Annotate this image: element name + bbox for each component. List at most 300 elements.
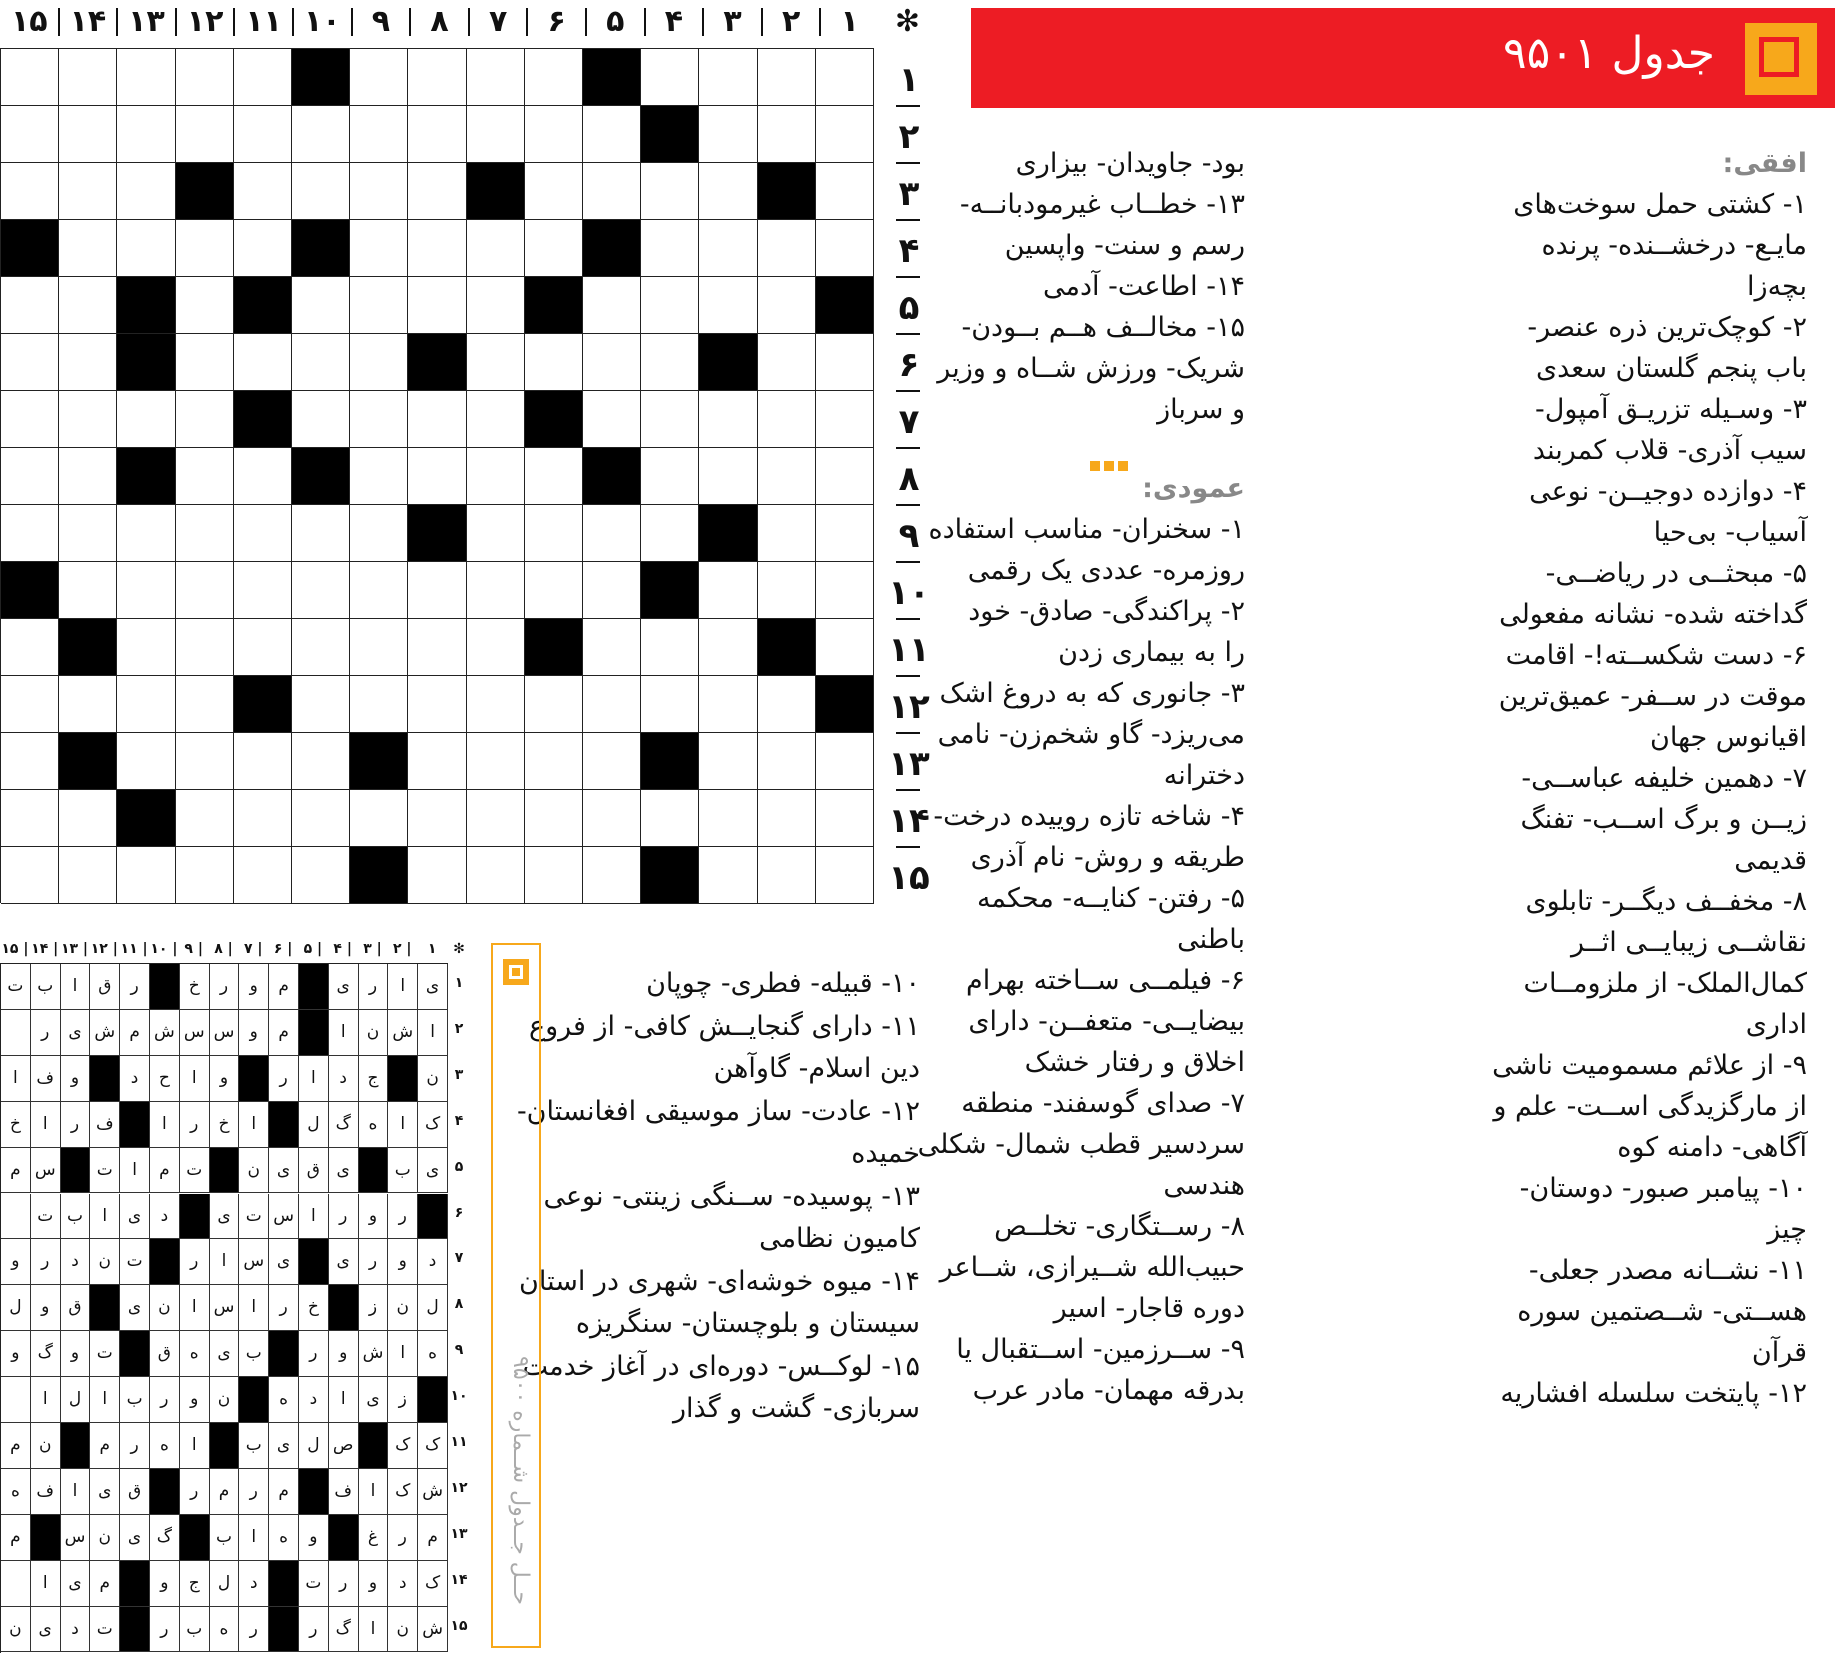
solution-cell: ر: [150, 1607, 180, 1653]
solution-cell: د: [299, 1377, 329, 1423]
black-cell: [525, 277, 583, 334]
black-cell: [408, 505, 466, 562]
clue-line: ۱۱- نشــانه مصدر جعلی-: [1528, 1255, 1807, 1286]
black-cell: [641, 106, 699, 163]
grid-cell: [234, 106, 292, 163]
solution-cell: س: [210, 1010, 240, 1056]
solution-black-cell: [269, 1561, 299, 1607]
solution-black-cell: [359, 1148, 389, 1194]
grid-cell: [234, 448, 292, 505]
solution-cell: ب: [180, 1607, 210, 1653]
grid-cell: [699, 391, 757, 448]
grid-cell: [699, 220, 757, 277]
solution-column-number: ۴ |: [333, 941, 352, 957]
black-cell: [117, 277, 175, 334]
solution-black-cell: [210, 1423, 240, 1469]
clue-line: حبیب‌الله شــیرازی، شــاعر: [939, 1252, 1245, 1283]
solution-row-number: ۳: [454, 1066, 464, 1083]
solution-cell: ن: [388, 1607, 418, 1653]
solution-cell: ل: [418, 1285, 448, 1331]
grid-cell: [525, 505, 583, 562]
grid-cell: [758, 676, 816, 733]
solution-black-cell: [120, 1102, 150, 1148]
solution-cell: ل: [61, 1377, 91, 1423]
solution-column-number: ۷ |: [244, 941, 263, 957]
clue-line: سربازی- گشت و گذار: [673, 1393, 920, 1424]
solution-cell: ه: [418, 1331, 448, 1377]
clue-line: ۸- مخفــف دیگــر- تابلوی: [1525, 886, 1807, 917]
grid-cell: [641, 277, 699, 334]
clue-line: ۹- از علائم مسمومیت ناشی: [1492, 1050, 1807, 1081]
grid-cell: [117, 847, 175, 904]
solution-cell: ه: [180, 1331, 210, 1377]
grid-cell: [408, 49, 466, 106]
solution-column-number: ۱۰ |: [150, 941, 178, 957]
solution-cell: م: [1, 1515, 31, 1561]
grid-cell: [467, 106, 525, 163]
solution-black-cell: [180, 1194, 210, 1240]
row-number: ۱۳: [888, 744, 930, 784]
row-number: ۶: [898, 345, 920, 385]
solution-cell: ش: [359, 1331, 389, 1377]
clue-line: ۱۴- اطاعت- آدمی: [1043, 271, 1245, 302]
row-separator: [896, 276, 920, 278]
grid-cell: [467, 220, 525, 277]
solution-cell: [1, 1010, 31, 1056]
solution-cell: ا: [418, 1010, 448, 1056]
solution-cell: ی: [120, 1285, 150, 1331]
solution-cell: ی: [329, 964, 359, 1010]
grid-cell: [641, 49, 699, 106]
solution-cell: ر: [120, 964, 150, 1010]
grid-cell: [350, 391, 408, 448]
clue-line: ۵- مبحثــی در ریاضــی-: [1545, 558, 1807, 589]
solution-cell: ا: [90, 1194, 120, 1240]
grid-cell: [234, 562, 292, 619]
solution-row-number: ۹: [454, 1342, 464, 1359]
grid-cell: [292, 676, 350, 733]
solution-cell: ه: [150, 1423, 180, 1469]
grid-cell: [758, 847, 816, 904]
clue-line: ۱۱- دارای گنجایــش کافی- از فروع: [528, 1010, 920, 1042]
black-cell: [699, 334, 757, 391]
grid-cell: [1, 49, 59, 106]
solution-cell: س: [210, 1285, 240, 1331]
solution-cell: ه: [269, 1377, 299, 1423]
grid-cell: [641, 448, 699, 505]
grid-cell: [234, 163, 292, 220]
row-number: ۷: [898, 402, 920, 442]
solution-cell: د: [61, 1239, 91, 1285]
grid-cell: [816, 619, 874, 676]
grid-cell: [176, 562, 234, 619]
grid-cell: [117, 733, 175, 790]
grid-cell: [467, 505, 525, 562]
solution-cell: ب: [31, 964, 61, 1010]
grid-cell: [234, 49, 292, 106]
grid-cell: [408, 163, 466, 220]
grid-cell: [408, 847, 466, 904]
solution-black-cell: [329, 1285, 359, 1331]
solution-cell: د: [388, 1561, 418, 1607]
column-number: ۲: [781, 4, 801, 39]
black-cell: [467, 163, 525, 220]
separator-dots: [1090, 456, 1132, 475]
solution-cell: ا: [90, 1377, 120, 1423]
solution-row-number: ۱: [454, 975, 464, 991]
solution-cell: گ: [329, 1102, 359, 1148]
solution-cell: ب: [210, 1515, 240, 1561]
solution-cell: ت: [90, 1148, 120, 1194]
solution-cell: ا: [31, 1102, 61, 1148]
grid-cell: [525, 448, 583, 505]
solution-cell: ق: [150, 1331, 180, 1377]
grid-cell: [641, 334, 699, 391]
solution-cell: ر: [359, 1239, 389, 1285]
solution-cell: گ: [31, 1331, 61, 1377]
across-clues-col1: [1267, 143, 1807, 1414]
grid-cell: [467, 619, 525, 676]
grid-cell: [758, 448, 816, 505]
solution-black-cell: [329, 1515, 359, 1561]
grid-cell: [176, 220, 234, 277]
grid-cell: [816, 505, 874, 562]
grid-cell: [350, 163, 408, 220]
solution-cell: ن: [150, 1285, 180, 1331]
solution-cell: [1, 1561, 31, 1607]
grid-cell: [1, 391, 59, 448]
solution-cell: ی: [329, 1239, 359, 1285]
black-cell: [816, 676, 874, 733]
solution-black-cell: [239, 1056, 269, 1102]
grid-cell: [176, 106, 234, 163]
solution-black-cell: [359, 1423, 389, 1469]
solution-cell: ک: [418, 1561, 448, 1607]
grid-cell: [816, 562, 874, 619]
grid-cell: [1, 619, 59, 676]
grid-cell: [1, 277, 59, 334]
black-cell: [176, 163, 234, 220]
row-number: ۱۰: [888, 573, 930, 613]
row-number: ۴: [898, 231, 920, 271]
solution-black-cell: [269, 1331, 299, 1377]
solution-cell: م: [1, 1423, 31, 1469]
solution-black-cell: [61, 1423, 91, 1469]
solution-cell: ل: [1, 1285, 31, 1331]
solution-cell: و: [61, 1331, 91, 1377]
solution-cell: و: [359, 1561, 389, 1607]
grid-cell: [59, 676, 117, 733]
grid-cell: [816, 106, 874, 163]
black-cell: [641, 733, 699, 790]
solution-column-number: ۳ |: [363, 941, 382, 957]
grid-cell: [525, 847, 583, 904]
grid-cell: [699, 163, 757, 220]
grid-cell: [59, 847, 117, 904]
grid-cell: [699, 448, 757, 505]
grid-cell: [525, 676, 583, 733]
clue-line: ۱۲- عادت- ساز موسیقی افغانستان-: [516, 1095, 920, 1127]
black-cell: [350, 733, 408, 790]
solution-cell: ه: [1, 1469, 31, 1515]
clue-line: ۲- کوچک‌ترین ذره عنصر-: [1527, 312, 1807, 343]
grid-cell: [525, 220, 583, 277]
row-number: ۳: [898, 174, 920, 214]
solution-cell: د: [150, 1194, 180, 1240]
logo-icon: [1745, 23, 1817, 95]
black-cell: [641, 847, 699, 904]
black-cell: [234, 391, 292, 448]
solution-cell: ی: [210, 1331, 240, 1377]
grid-cell: [350, 676, 408, 733]
clue-line: موقت در ســفر- عمیق‌ترین: [1498, 681, 1807, 712]
clue-line: آگاهی- دامنه کوه: [1617, 1132, 1807, 1163]
black-cell: [234, 676, 292, 733]
grid-cell: [525, 790, 583, 847]
grid-cell: [467, 790, 525, 847]
black-cell: [758, 619, 816, 676]
solution-column-number: ۶ |: [273, 941, 293, 957]
clue-line: هســتی- شــصتمین سوره: [1517, 1296, 1807, 1327]
solution-black-cell: [418, 1377, 448, 1423]
solution-cell: ی: [61, 1561, 91, 1607]
grid-cell: [758, 277, 816, 334]
grid-cell: [350, 505, 408, 562]
solution-cell: ا: [388, 1102, 418, 1148]
solution-cell: ز: [388, 1377, 418, 1423]
solution-cell: ش: [150, 1010, 180, 1056]
solution-cell: [1, 1377, 31, 1423]
solution-cell: ن: [388, 1285, 418, 1331]
grid-cell: [816, 733, 874, 790]
grid-cell: [816, 790, 874, 847]
grid-cell: [234, 505, 292, 562]
clue-line: مایـع- درخشــنده- پرنده: [1541, 230, 1807, 261]
column-number: ۱۱: [245, 4, 282, 39]
solution-cell: و: [31, 1285, 61, 1331]
grid-cell: [467, 676, 525, 733]
grid-cell: [408, 733, 466, 790]
grid-cell: [1, 847, 59, 904]
solution-cell: د: [61, 1607, 91, 1653]
clue-line: چیز: [1767, 1214, 1807, 1245]
grid-cell: [1, 733, 59, 790]
solution-cell: ر: [359, 964, 389, 1010]
grid-cell: [758, 49, 816, 106]
solution-cell: ر: [299, 1331, 329, 1377]
solution-cell: غ: [359, 1515, 389, 1561]
across-heading: افقی:: [1722, 148, 1807, 179]
solution-cell: ت: [239, 1194, 269, 1240]
black-cell: [292, 220, 350, 277]
grid-cell: [408, 391, 466, 448]
solution-cell: ا: [120, 1148, 150, 1194]
row-separator: [896, 390, 920, 392]
row-separator: [896, 561, 920, 563]
black-cell: [525, 619, 583, 676]
clue-line: دخترانه: [1163, 760, 1245, 791]
solution-cell: ا: [239, 1515, 269, 1561]
grid-cell: [525, 733, 583, 790]
grid-cell: [350, 277, 408, 334]
clue-line: ۱- کشتی حمل سوخت‌های: [1513, 189, 1807, 220]
grid-cell: [350, 790, 408, 847]
solution-row-number: ۱۵: [450, 1617, 468, 1634]
grid-cell: [176, 733, 234, 790]
grid-cell: [59, 334, 117, 391]
grid-cell: [1, 448, 59, 505]
grid-cell: [641, 220, 699, 277]
solution-black-cell: [299, 964, 329, 1010]
grid-cell: [641, 790, 699, 847]
row-separator: [896, 447, 920, 449]
solution-cell: ی: [269, 1423, 299, 1469]
clue-line: ۵- رفتن- کنایــه- محکمه: [976, 883, 1245, 914]
solution-cell: خ: [299, 1285, 329, 1331]
solution-black-cell: [388, 1056, 418, 1102]
solution-cell: ف: [31, 1056, 61, 1102]
solution-cell: ج: [359, 1056, 389, 1102]
solution-cell: ق: [61, 1285, 91, 1331]
solution-cell: ه: [269, 1515, 299, 1561]
clue-line: ۱۰- قبیله- فطری- چوپان: [646, 968, 920, 999]
solution-cell: ت: [31, 1194, 61, 1240]
grid-cell: [699, 562, 757, 619]
grid-cell: [59, 448, 117, 505]
solution-cell: ا: [180, 1056, 210, 1102]
grid-cell: [467, 847, 525, 904]
grid-cell: [583, 106, 641, 163]
grid-cell: [408, 106, 466, 163]
solution-cell: د: [329, 1056, 359, 1102]
solution-cell: م: [1, 1148, 31, 1194]
clue-line: باطنی: [1177, 924, 1245, 955]
grid-cell: [583, 676, 641, 733]
solution-cell: ر: [388, 1194, 418, 1240]
solution-cell: ف: [329, 1469, 359, 1515]
solution-cell: و: [150, 1561, 180, 1607]
grid-cell: [1, 163, 59, 220]
solution-cell: د: [120, 1056, 150, 1102]
clue-line: ۴- دوازده دوجیــن- نوعی: [1529, 476, 1807, 507]
grid-cell: [292, 106, 350, 163]
solution-row-number: ۶: [454, 1204, 464, 1221]
row-separator: [896, 504, 920, 506]
clue-line: سیستان و بلوچستان- سنگریزه: [575, 1308, 920, 1339]
solution-cell: ا: [359, 1469, 389, 1515]
solution-cell: ی: [120, 1194, 150, 1240]
clue-line: رسم و سنت- واپسین: [1004, 230, 1245, 261]
solution-cell: و: [180, 1377, 210, 1423]
clue-line: ۶- دست شکســته!- اقامت: [1505, 640, 1807, 671]
solution-cell: ق: [90, 964, 120, 1010]
clue-line: بدرقه مهمان- مادر عرب: [972, 1375, 1245, 1406]
clue-line: نقاشــی زیبایــی اثــر: [1570, 927, 1807, 958]
black-cell: [350, 847, 408, 904]
grid-cell: [117, 220, 175, 277]
clues-col2: [917, 143, 1245, 1411]
solution-cell: ت: [90, 1607, 120, 1653]
grid-cell: [525, 163, 583, 220]
solution-cell: ر: [210, 964, 240, 1010]
solution-cell: و: [239, 1010, 269, 1056]
clue-line: ۹- ســرزمین- اســتقبال یا: [956, 1334, 1245, 1365]
solution-column-number: ۲ |: [393, 941, 412, 957]
solution-cell: ی: [359, 1377, 389, 1423]
solution-black-cell: [31, 1515, 61, 1561]
black-cell: [408, 334, 466, 391]
grid-cell: [176, 49, 234, 106]
solution-cell: س: [180, 1010, 210, 1056]
solution-cell: ی: [269, 1239, 299, 1285]
solution-black-cell: [269, 1607, 299, 1653]
solution-cell: ح: [150, 1056, 180, 1102]
solution-black-cell: [299, 1239, 329, 1285]
solution-cell: س: [269, 1194, 299, 1240]
grid-cell: [350, 562, 408, 619]
grid-cell: [583, 790, 641, 847]
solution-column-number: ۹ |: [184, 941, 203, 957]
clue-line: زیــن و برگ اســب- تفنگ: [1520, 804, 1807, 835]
solution-cell: و: [210, 1056, 240, 1102]
grid-cell: [234, 619, 292, 676]
solution-cell: ن: [210, 1377, 240, 1423]
grid-cell: [816, 847, 874, 904]
black-cell: [117, 448, 175, 505]
grid-cell: [467, 391, 525, 448]
column-number: ۱۲: [186, 4, 224, 39]
solution-cell: د: [418, 1239, 448, 1285]
solution-cell: ه: [359, 1102, 389, 1148]
grid-cell: [59, 562, 117, 619]
solution-column-number: ۱: [427, 941, 437, 957]
grid-cell: [176, 619, 234, 676]
solution-cell: و: [239, 964, 269, 1010]
grid-cell: [117, 391, 175, 448]
grid-cell: [525, 106, 583, 163]
black-cell: [292, 448, 350, 505]
solution-black-cell: [120, 1331, 150, 1377]
clue-line: روزمره- عددی یک رقمی: [967, 555, 1245, 586]
black-cell: [1, 562, 59, 619]
solution-column-number: ۱۳ |: [60, 941, 89, 957]
clue-line: کمال‌الملک- از ملزومــات: [1523, 968, 1807, 999]
solution-cell: و: [329, 1331, 359, 1377]
grid-cell: [350, 619, 408, 676]
grid-cell: [699, 49, 757, 106]
solution-cell: ا: [61, 964, 91, 1010]
solution-row-number: ۵: [454, 1158, 464, 1175]
grid-cell: [350, 448, 408, 505]
clue-line: ۲- پراکندگی- صادق- خود: [968, 596, 1245, 627]
clue-line: بچه‌زا: [1747, 271, 1807, 302]
solution-cell: ر: [299, 1607, 329, 1653]
grid-cell: [292, 505, 350, 562]
solution-cell: ی: [418, 1148, 448, 1194]
solution-cell: ا: [388, 1331, 418, 1377]
grid-cell: [234, 847, 292, 904]
black-cell: [583, 49, 641, 106]
grid-cell: [408, 277, 466, 334]
row-number: ۱۱: [888, 630, 930, 670]
grid-cell: [699, 277, 757, 334]
clue-line: ۷- صدای گوسفند- منطقه: [961, 1088, 1245, 1119]
black-cell: [583, 220, 641, 277]
solution-row-number: ۱۱: [450, 1434, 468, 1450]
solution-cell: م: [120, 1010, 150, 1056]
solution-cell: ک: [418, 1423, 448, 1469]
black-cell: [59, 733, 117, 790]
